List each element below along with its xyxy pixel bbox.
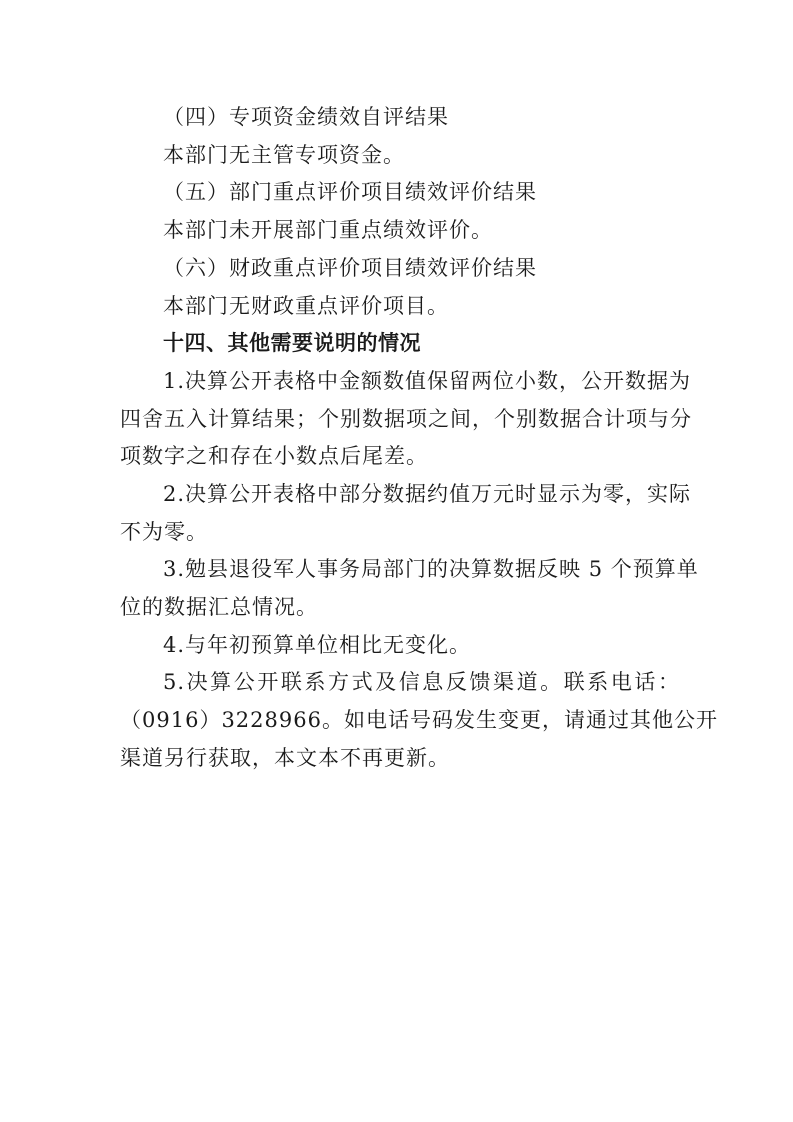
section-6-body: 本部门无财政重点评价项目。 — [163, 294, 449, 318]
item-2-line-1: 2.决算公开表格中部分数据约值万元时显示为零，实际 — [163, 482, 692, 506]
item-2-line-2: 不为零。 — [120, 520, 208, 544]
section-14-heading: 十四、其他需要说明的情况 — [163, 331, 421, 355]
item-4-line-1: 4.与年初预算单位相比无变化。 — [163, 633, 472, 657]
item-3-line-1: 3.勉县退役军人事务局部门的决算数据反映 5 个预算单 — [163, 557, 699, 581]
item-1-line-1: 1.决算公开表格中金额数值保留两位小数，公开数据为 — [163, 369, 692, 393]
item-5-line-2: （0916）3228966。如电话号码发生变更，请通过其他公开 — [120, 708, 718, 732]
item-1-line-3: 项数字之和存在小数点后尾差。 — [120, 444, 428, 468]
item-5-line-3: 渠道另行获取，本文本不再更新。 — [120, 746, 450, 770]
section-6-heading: （六）财政重点评价项目绩效评价结果 — [163, 256, 537, 280]
section-4-heading: （四）专项资金绩效自评结果 — [163, 105, 449, 129]
section-4-body: 本部门无主管专项资金。 — [163, 143, 405, 167]
section-5-body: 本部门未开展部门重点绩效评价。 — [163, 218, 493, 242]
section-5-heading: （五）部门重点评价项目绩效评价结果 — [163, 180, 537, 204]
item-3-line-2: 位的数据汇总情况。 — [120, 595, 318, 619]
item-1-line-2: 四舍五入计算结果；个别数据项之间，个别数据合计项与分 — [120, 407, 692, 431]
item-5-line-1: 5.决算公开联系方式及信息反馈渠道。联系电话： — [163, 670, 680, 694]
